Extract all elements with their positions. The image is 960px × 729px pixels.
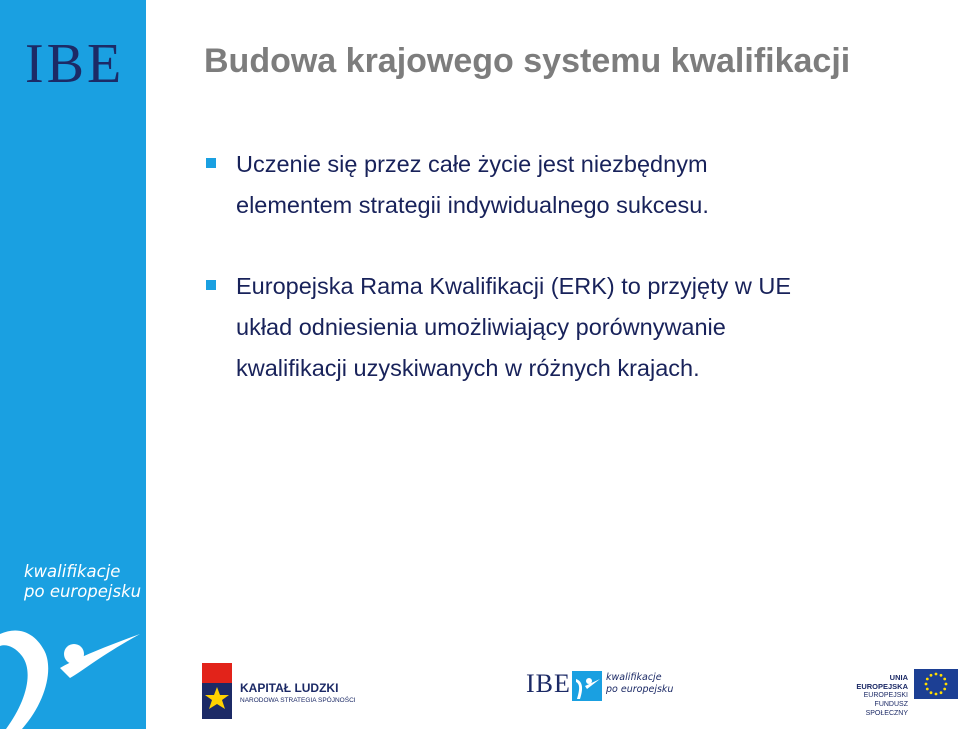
bullet-item [204, 266, 944, 389]
ibe-footer-logo-text: IBE [526, 669, 571, 698]
bullet-text-line: Europejska Rama Kwalifikacji (ERK) to przyjęty w UE [236, 273, 792, 299]
bullet-square-icon [206, 158, 216, 168]
ibe-footer-tagline-line-2: po europejsku [606, 684, 674, 695]
eu-logo [846, 661, 958, 717]
kapital-ludzki-logo [202, 663, 356, 719]
kapital-ludzki-subtitle: NARODOWA STRATEGIA SPÓJNOŚCI [240, 697, 356, 704]
bullet-square-icon [206, 280, 216, 290]
ibe-logo: IBE [25, 33, 125, 95]
sidebar [0, 0, 146, 729]
bullet-text-line: Uczenie się przez całe życie jest niezbędnym [236, 151, 708, 177]
ibe-footer-tagline [606, 672, 673, 696]
tagline [24, 562, 141, 602]
jumping-person-icon [572, 671, 602, 701]
tagline-line-2: po europejsku [24, 582, 142, 601]
eu-logo-line-2: EUROPEJSKI [863, 692, 908, 699]
tagline-line-1: kwalifikacje [24, 562, 121, 581]
bullet-list [204, 144, 944, 389]
bullet-text-line: układ odniesienia umożliwiający porównywanie [236, 314, 726, 340]
ibe-footer-tagline-line-1: kwalifikacje [606, 672, 662, 683]
slide-title: Budowa krajowego systemu kwalifikacji [204, 42, 851, 80]
footer-logos [146, 649, 960, 729]
kapital-ludzki-title: KAPITAŁ LUDZKI [240, 681, 339, 695]
eu-logo-text [846, 673, 908, 718]
eu-logo-line-3: FUNDUSZ SPOŁECZNY [865, 701, 908, 717]
star-icon [202, 663, 232, 719]
bullet-text-line: elementem strategii indywidualnego sukcesu. [236, 192, 709, 218]
eu-flag-icon [914, 669, 958, 699]
bullet-item [204, 144, 944, 226]
jumping-person-figure [0, 610, 146, 729]
eu-logo-line-1: UNIA EUROPEJSKA [856, 673, 908, 691]
bullet-text-line: kwalifikacji uzyskiwanych w różnych krajach. [236, 355, 700, 381]
